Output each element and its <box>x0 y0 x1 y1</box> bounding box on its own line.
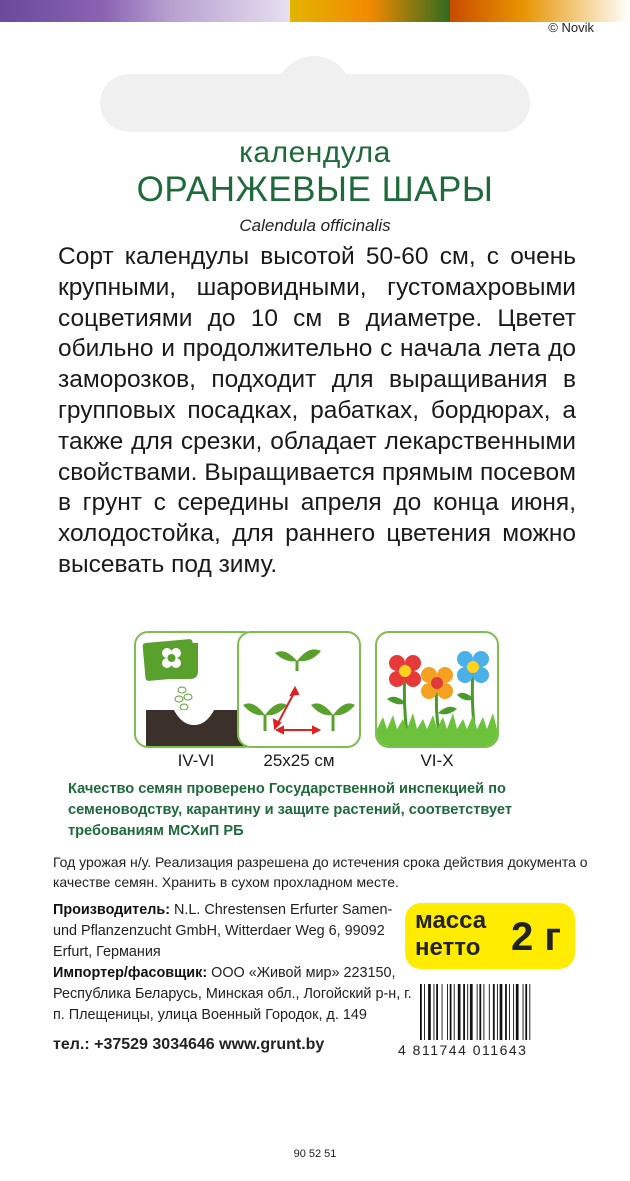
sowing-period-label: IV-VI <box>177 751 215 770</box>
barcode <box>420 984 570 1040</box>
harvest-note: Год урожая н/у. Реализация разрешена до истечения срока действия документа о качестве семян. Хранить в сухом прохладном месте. <box>53 854 588 890</box>
latin-name: Calendula officinalis <box>239 216 391 235</box>
producer-label: Производитель: <box>53 902 170 918</box>
flowering-icon <box>375 631 499 748</box>
spacing-icon <box>237 631 361 748</box>
net-mass-badge <box>405 903 575 969</box>
importer-label: Импортер/фасовщик: <box>53 965 208 981</box>
product-category: календула <box>239 136 391 169</box>
flowering-period-label: VI-X <box>420 751 454 770</box>
barcode-number: 4 811744 011643 <box>398 1042 528 1058</box>
header-photo-strip <box>0 0 630 22</box>
product-code: 90 52 51 <box>293 1148 337 1160</box>
product-title: ОРАНЖЕВЫЕ ШАРЫ <box>136 170 494 209</box>
importer-text: ООО «Живой мир» 223150, Республика Беларусь, Минская обл., Логойский р-н, г. п. Плещеницы, улица Военный Городок, д. 149 <box>53 965 412 1023</box>
net-mass-value: 2 г <box>510 915 561 959</box>
packet-window <box>100 74 530 132</box>
description: Сорт календулы высотой 50-60 см, с очень крупными, шаровидными, густомахровыми соцветиями до 10 см в диаметре. Цветет обильно и продолжительно с начала лета до заморозков, подходит для выращивания в групповых посадках, рабатках, бордюрах, а также для срезки, обладает лекарственными свойствами. Выращивается прямым посевом в грунт с середины апреля до конца июня, холодостойка, для раннего цветения можно высевать под зиму. <box>58 243 576 578</box>
producer-block <box>53 900 413 1026</box>
net-mass-label: масса нетто <box>415 907 487 961</box>
copyright: © Novik <box>548 20 594 35</box>
spacing-label: 25x25 см <box>263 751 335 770</box>
quality-note: Качество семян проверено Государственной инспекцией по семеноводству, карантину и защите растений, соответствует требованиям МСХиП РБ <box>68 781 512 839</box>
producer-text: N.L. Chrestensen Erfurter Samen- und Pflanzenzucht GmbH, Witterdaer Weg 6, 99092 Erfurt, Германия <box>53 902 393 960</box>
contacts: тел.: +37529 3034646 www.grunt.by <box>53 1036 325 1053</box>
